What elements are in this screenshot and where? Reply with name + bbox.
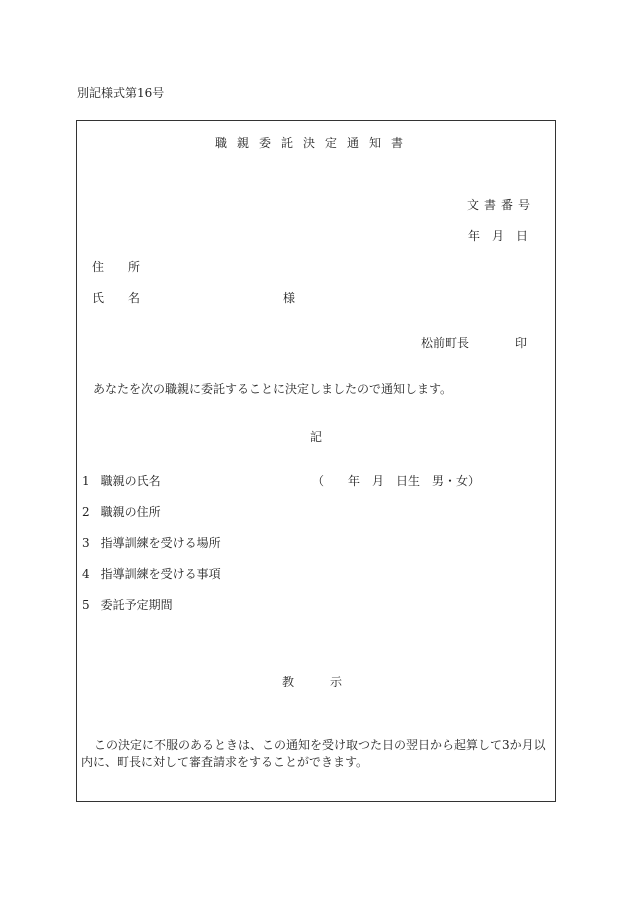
item-row-5 — [82, 599, 173, 611]
item-row-2 — [82, 506, 161, 518]
item-number: 2 — [82, 505, 90, 519]
name-label: 氏 名 — [92, 291, 141, 305]
instruction-heading: 教 示 — [282, 675, 343, 689]
address-label: 住 所 — [92, 260, 141, 274]
ki-heading: 記 — [310, 430, 323, 444]
item-label: 委託予定期間 — [100, 598, 173, 612]
date-line: 年 月 日 — [468, 229, 529, 243]
item-label: 指導訓練を受ける事項 — [100, 567, 221, 581]
item-number: 1 — [82, 474, 90, 488]
honorific: 様 — [283, 291, 296, 305]
seal-mark: 印 — [515, 336, 528, 350]
birth-info: （ 年 月 日生 男・女） — [312, 474, 481, 488]
item-row-1 — [82, 475, 161, 487]
item-row-4 — [82, 568, 221, 580]
form-number: 別記様式第16号 — [77, 86, 165, 100]
item-number: 4 — [82, 567, 90, 581]
item-number: 3 — [82, 536, 90, 550]
item-label: 職親の住所 — [100, 505, 161, 519]
issuer-name: 松前町長 — [421, 336, 470, 350]
document-number-label: 文書番号 — [467, 198, 536, 212]
item-label: 指導訓練を受ける場所 — [100, 536, 221, 550]
instruction-text: この決定に不服のあるときは、この通知を受け取つた日の翌日から起算して3か月以内に、町長に対して審査請求をすることができます。 — [81, 738, 546, 770]
item-number: 5 — [82, 598, 90, 612]
document-frame — [76, 120, 556, 802]
item-label: 職親の氏名 — [100, 474, 161, 488]
item-row-3 — [82, 537, 221, 549]
intro-text: あなたを次の職親に委託することに決定しましたので通知します。 — [93, 382, 453, 396]
document-title: 職親委託決定通知書 — [215, 136, 414, 150]
